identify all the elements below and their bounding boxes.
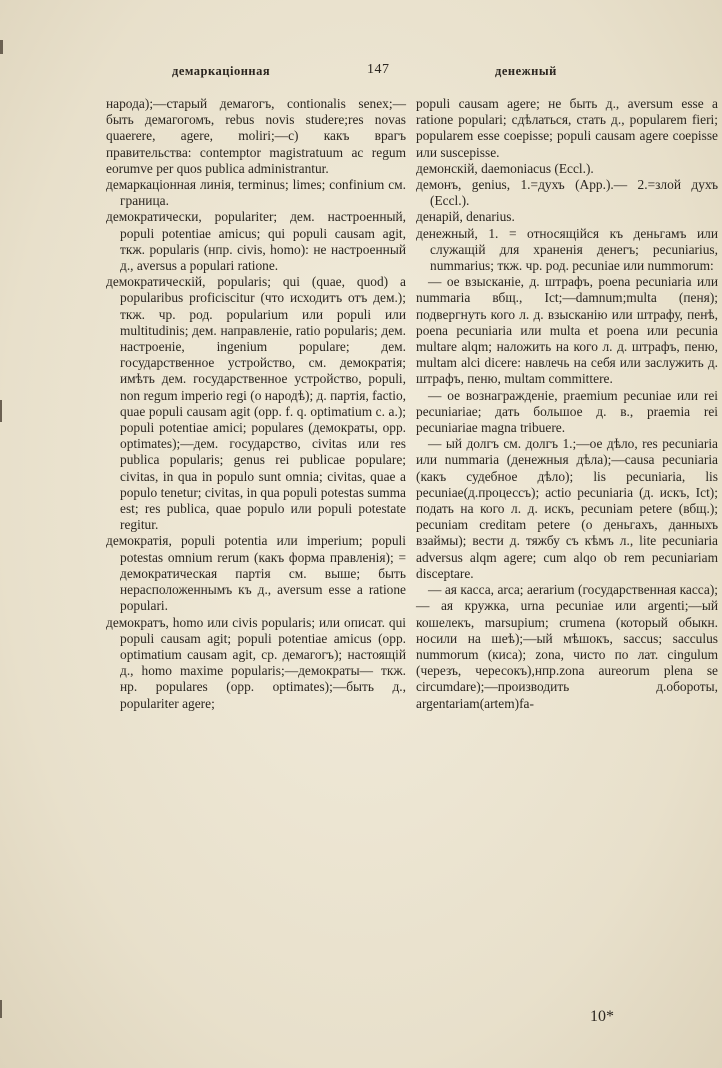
dictionary-entry: демократія, populi potentia или imperium; populi potestas omnium rerum (какъ форма правленія); = демократическая партія см. выше; быть нерасположеннымъ къ д., aversum esse a ratione populari.	[106, 533, 406, 614]
dictionary-entry: — ое взысканіе, д. штрафъ, poena pecuniaria или nummaria вбщ., Ict;—damnum;multa (пеня); подвергнуть кого л. д. взысканію или штрафу, пенѣ, poena pecuniaria или multa et poena или pecunia multare alqm; наложить на кого л. д. штрафъ, пеню, multam alci dicere: навлечь на себя или заслужить д. штрафъ, пеню, multam committere.	[416, 274, 718, 387]
dictionary-entry: — ое вознагражденіе, praemium pecuniae или rei pecuniariae; дать большое д. в., praemia rei pecuniariae magna tribuere.	[416, 387, 718, 436]
right-column	[416, 96, 718, 712]
header-right-word: денежный	[495, 64, 557, 78]
dictionary-entry: populi causam agere; не быть д., aversum esse a ratione populari; сдѣлаться, стать д., popularem fieri; popularem esse coepisse; populi causam agere coepisse или suscepisse.	[416, 96, 718, 160]
dictionary-entry: денарій, denarius.	[416, 209, 515, 225]
page-number: 147	[367, 62, 390, 77]
dictionary-entry: демонъ, genius, 1.=духъ (App.).— 2.=злой духъ (Eccl.).	[416, 177, 718, 209]
dictionary-entry: демократическій, popularis; qui (quae, quod) a popularibus proficiscitur (что исходитъ отъ дем.); ткж. чр. род. popularium или populi или multitudinis; дем. направленіе, ratio popularis; дем. настроеніе, ingenium populare; дем. государственное устройство, см. демократія; имѣть дем. государственное устройство, populi, non regum imperio regi (о народѣ); д. партія, factio, quae populi causam agit (opp. f. q. optimatium c. a.); populi potentiae amici; populares (демократы, opp. optimates);—дем. государство, civitas или res publica popularis; genus rei publicae populare; civitas, in qua in populo sunt omnia; civitas, quae a populo tenetur; civitas, in qua populi potestas summa est; res publica, quae populo или populi potestate regitur.	[106, 274, 406, 533]
dictionary-entry: — ая касса, arca; aerarium (государственная касса); — ая кружка, urna pecuniae или argenti;—ый кошелекъ, marsupium; crumena (который обыкн. носили на шеѣ);—ый мѣшокъ, saccus; sacculus nummorum (киса); zona, чисто по лат. cingulum (черезъ, чересокъ),нпр.zona aureorum plena se circumdare);—производить д.обороты, argentariam(artem)fa-	[416, 582, 718, 711]
dictionary-entry: демонскій, daemoniacus (Eccl.).	[416, 160, 594, 176]
left-column	[106, 96, 406, 712]
dictionary-entry: демократически, populariter; дем. настроенный, populi potentiae amicus; qui populi causam agit, ткж. popularis (нпр. civis, homo): не настроенный д., aversus a populari ratione.	[106, 209, 406, 274]
dictionary-entry: демаркаціонная линія, terminus; limes; confinium см. граница.	[106, 177, 406, 209]
dictionary-entry: народа);—старый демагогъ, contionalis senex;—быть демагогомъ, rebus novis studere;res novas quaerere, agere, moliri;—c) какъ врагъ правительства: contemptor magistratuum ac regum eorumve per quos publica administrantur.	[106, 96, 406, 176]
left-edge-mark	[0, 40, 3, 54]
dictionary-entry: демократъ, homo или civis popularis; или описат. qui populi causam agit; populi potentiae amicus (opp. optimatium causam agit, ср. демагогъ); настоящій д., homo maxime popularis;—демократы— ткж. нр. populares (opp. optimates);—быть д., populariter agere;	[106, 614, 406, 711]
left-edge-mark	[0, 400, 2, 422]
signature-mark: 10*	[590, 1008, 614, 1025]
header-left-word: демаркаціонная	[172, 64, 271, 78]
left-edge-mark	[0, 1000, 2, 1018]
dictionary-entry: денежный, 1. = относящійся къ деньгамъ или служащій для храненія денегъ; pecuniarius, nummarius; ткж. чр. род. pecuniae или nummorum:	[416, 225, 718, 274]
running-header	[0, 62, 722, 82]
dictionary-entry: — ый долгъ см. долгъ 1.;—ое дѣло, res pecuniaria или nummaria (денежныя дѣла);—causa pecuniaria (какъ судебное дѣло); lis pecuniaria, lis pecuniae(д.процессъ); actio pecuniaria (д. искъ, Ict); подать на кого л. д. искъ, pecuniam petere (вбщ.); pecuniam creditam petere (о деньгахъ, данныхъ взаймы); вести д. тяжбу съ кѣмъ л., lite pecuniaria adversus alqm agere; cum alqo ob rem pecuniariam disceptare.	[416, 436, 718, 581]
